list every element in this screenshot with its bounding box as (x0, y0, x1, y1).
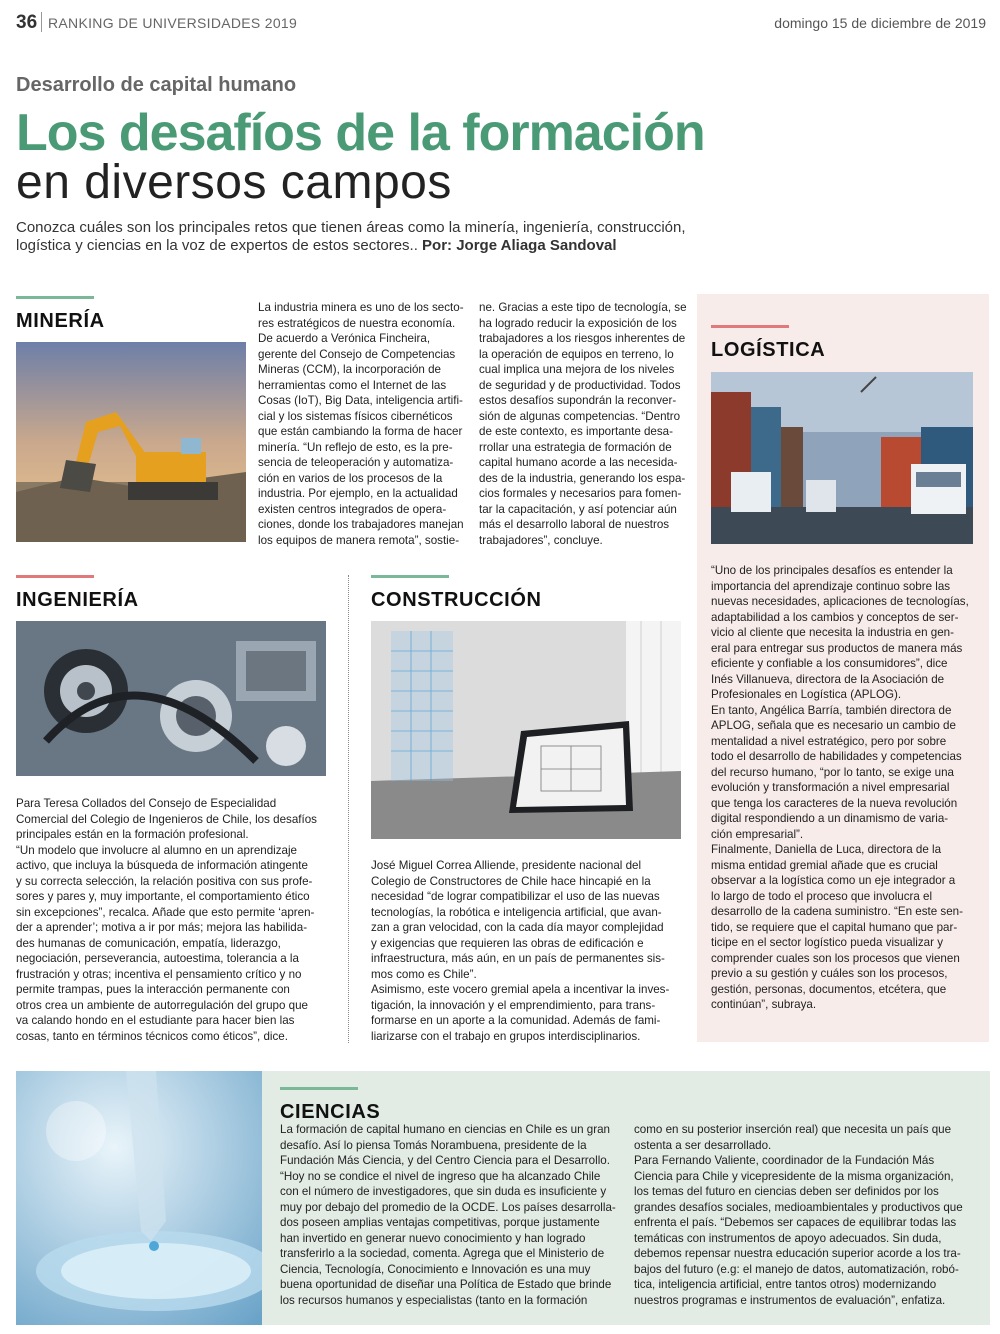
page-number: 36 (16, 12, 38, 33)
text-line: los equipos de manera remota”, sostie- (258, 533, 460, 547)
ciencias-title: CIENCIAS (280, 1101, 381, 1123)
text-line: des humanas de comunicación, empatía, liderazgo, (16, 936, 281, 950)
text-line: cosas, tanto en términos técnicos como éticos”, dice. (16, 1029, 288, 1043)
text-line: han invertido en generar nuevo conocimiento y han logrado (280, 1231, 586, 1245)
text-line: ción empresarial”. (711, 827, 804, 841)
text-line: sores y pares y, muy importante, el comportamiento ético (16, 890, 310, 903)
text-line: negociación, perseverancia, autoestima, tolerancia a la (16, 952, 299, 965)
text-line: enfrenta el país. “Debemos ser capaces de equilibrar todas las (634, 1216, 957, 1229)
text-line: tar la capacitación, y así potenciar aún (479, 502, 677, 516)
text-line: liarizarse con el trabajo en grupos interdisciplinarios. (371, 1029, 641, 1043)
text-line: cios formales y necesarios para fomen- (479, 487, 682, 500)
text-line: importancia del aprendizaje continuo sobre las (711, 579, 951, 593)
text-line: de seguridad y de productividad. Todos (479, 378, 681, 392)
text-line: gerente del Consejo de Competencias (258, 347, 456, 361)
logistica-accent-bar (711, 325, 789, 328)
text-line: ciones, donde los trabajadores manejan (258, 518, 464, 531)
text-line: res estratégicos de nuestra economía. (258, 316, 456, 330)
text-line: ha logrado reducir la exposición de los (479, 316, 677, 330)
ingenieria-accent-bar (16, 575, 94, 578)
headline-line-1: Los desafíos de la formación (16, 104, 705, 162)
lab-petri-dish-image (16, 1071, 262, 1325)
lead-text: Conozca cuáles son los principales retos que tienen áreas como la minería, ingeniería, construcción, logística y ciencias en la voz de expertos de estos sectores.. (16, 219, 686, 254)
headline-line-2: en diversos campos (16, 156, 452, 209)
text-line: ticipe en el sector logístico pueda visualizar y (711, 936, 943, 949)
text-line: adaptabilidad a los cambios y conceptos de ser- (711, 610, 959, 624)
text-line: de este contexto, es importante desa- (479, 425, 673, 438)
text-line: José Miguel Correa Alliende, presidente nacional del (371, 859, 642, 872)
text-line: trabajadores a los riesgos inherentes de (479, 332, 686, 345)
section-name: RANKING DE UNIVERSIDADES 2019 (48, 15, 298, 31)
text-line: muy por debajo del promedio de la OCDE. Los países desarrolla- (280, 1200, 616, 1214)
text-line: y exigencias que requieren las obras de edificación e (371, 936, 644, 950)
text-line: observar a la logística como un eje integrador a (711, 874, 956, 887)
text-line: estos desafíos supondrán la reconver- (479, 394, 677, 407)
text-line: gestión, personas, documentos, etcétera, que (711, 982, 947, 996)
text-line: Asimismo, este vocero gremial apela a incentivar la inves- (371, 983, 670, 996)
text-line: herramientas como el Internet de las (258, 378, 447, 392)
text-line: y su correcta selección, la relación positiva con sus profe- (16, 874, 313, 888)
text-line: existen centros integrados de opera- (258, 502, 447, 516)
text-line: los temas del futuro en ciencias deben ser definidos por los (634, 1185, 939, 1198)
construccion-text (371, 858, 681, 1044)
text-line: tigación, la innovación y el emprendimiento, para trans- (371, 998, 656, 1012)
issue-date: domingo 15 de diciembre de 2019 (774, 15, 986, 31)
text-line: vicio al cliente que necesita la industria en gen- (711, 626, 954, 639)
text-line: desafío. Así lo piensa Tomás Norambuena, presidente de la (280, 1138, 587, 1152)
text-line: digital respondiendo a un dinamismo de varia- (711, 812, 949, 825)
text-line: Para Fernando Valiente, coordinador de la Fundación Más (634, 1154, 935, 1167)
mineria-accent-bar (16, 296, 94, 299)
text-line: mos como es Chile”. (371, 967, 477, 981)
ingenieria-title: INGENIERÍA (16, 589, 139, 611)
lead-paragraph (16, 219, 696, 255)
text-line: permite trampas, pues la interacción permanente con (16, 983, 290, 996)
text-line: trabajadores”, concluye. (479, 533, 603, 547)
excavator-image (16, 342, 246, 542)
text-line: cial y los sistemas físicos cibernéticos (258, 409, 453, 423)
tablet-blueprint-image (371, 621, 681, 839)
text-line: debemos repensar nuestra educación superior acorde a los tra- (634, 1247, 961, 1260)
text-line: sin excepciones”, recalca. Añade que esto permite ‘apren- (16, 905, 315, 919)
text-line: “Un modelo que involucre al alumno en un aprendizaje (16, 843, 298, 857)
text-line: todo el desarrollo de habilidades y competencias (711, 750, 962, 763)
text-line: der a aprender’; motiva a ir por más; mejora las habilida- (16, 921, 308, 934)
text-line: Mineras (CCM), la incorporación de (258, 363, 441, 376)
text-line: minería. “Un reflejo de esto, es la pre- (258, 440, 453, 454)
text-line: continúan”, subraya. (711, 998, 817, 1011)
text-line: rrollar una estrategia de formación de (479, 440, 672, 454)
text-line: los recursos humanos y especialistas (tanto en la formación (280, 1293, 588, 1307)
text-line: La industria minera es uno de los secto- (258, 301, 464, 314)
text-line: Comercial del Colegio de Ingenieros de Chile, los desafíos (16, 812, 317, 826)
text-line: capital humano acorde a las necesida- (479, 456, 678, 469)
text-line: como en su posterior inserción real) que necesita un país que (634, 1123, 952, 1136)
text-line: Ciencia para Chile y vicepresidente de la misma organización, (634, 1169, 954, 1183)
logistica-photo (711, 372, 973, 544)
ingenieria-photo (16, 621, 326, 776)
text-line: misma entidad gremial añade que es crucial (711, 858, 938, 872)
text-line: “Hoy no se condice el nivel de ingreso que ha alcanzado Chile (280, 1169, 601, 1183)
text-line: transferirlo a la sociedad, comenta. Agrega que el Ministerio de (280, 1247, 605, 1260)
construccion-accent-bar (371, 575, 449, 578)
text-line: industria. Por ejemplo, en la actualidad (258, 487, 458, 500)
text-line: bajos del futuro (e.g: el manejo de datos, automatización, robó- (634, 1262, 959, 1276)
text-line: principales están en la formación profesional. (16, 828, 249, 841)
text-line: eficiente y confiable a los consumidores”, dice (711, 657, 948, 670)
text-line: que tenga los caracteres de la nueva revolución (711, 796, 958, 810)
text-line: lo largo de todo el proceso que involucra el (711, 889, 933, 903)
text-line: del recurso humano, “por lo tanto, se exige una (711, 765, 954, 779)
text-line: evolución y transformación a nivel empresarial (711, 781, 950, 794)
text-line: dos poseen amplias ventajas competitivas, porque justamente (280, 1216, 600, 1229)
text-line: Ciencia, Tecnología, Conocimiento e Innovación es una muy (280, 1262, 591, 1276)
text-line: “Uno de los principales desafíos es entender la (711, 564, 953, 577)
text-line: Para Teresa Collados del Consejo de Especialidad (16, 797, 277, 810)
text-line: ne. Gracias a este tipo de tecnología, se (479, 301, 687, 314)
text-line: sencia de teleoperación y automatiza- (258, 456, 454, 469)
text-line: temáticas con instrumentos de apoyo adecuados. Sin duda, (634, 1231, 942, 1245)
text-line: tica, inteligencia artificial, entre tantos otros) modernizando (634, 1278, 937, 1291)
engine-image (16, 621, 326, 776)
text-line: eral para entregar sus productos de manera más (711, 641, 963, 655)
byline: Por: Jorge Aliaga Sandoval (422, 237, 617, 254)
text-line: sión de algunas competencias. “Dentro (479, 409, 681, 423)
mineria-photo (16, 342, 246, 542)
construccion-title: CONSTRUCCIÓN (371, 589, 542, 611)
text-line: Inés Villanueva, directora de la Asociación de (711, 672, 945, 686)
text-line: En tanto, Angélica Barría, también directora de (711, 703, 952, 717)
text-line: La formación de capital humano en ciencias en Chile es un gran (280, 1123, 610, 1136)
text-line: mentalidad a nivel estratégico, pero por sobre (711, 734, 947, 748)
text-line: De acuerdo a Verónica Fincheira, (258, 332, 431, 345)
text-line: Cosas (IoT), Big Data, inteligencia artifi- (258, 394, 463, 407)
text-line: la operación de equipos en terreno, lo (479, 347, 674, 361)
text-line: ostenta a ser desarrollado. (634, 1138, 772, 1152)
mineria-title: MINERÍA (16, 310, 105, 332)
text-line: nuestros programas e instrumentos de evaluación”, enfatiza. (634, 1293, 946, 1307)
construccion-photo (371, 621, 681, 839)
text-line: grandes desafíos sociales, medioambientales y productivos que (634, 1200, 963, 1214)
text-line: tecnologías, la robótica e inteligencia artificial, que avan- (371, 905, 662, 919)
text-line: frustración y otras; incentiva el pensamiento crítico y no (16, 967, 302, 981)
text-line: des de la industria, generando los espa- (479, 471, 686, 485)
text-line: previo a su gestión y cuáles son los procesos, (711, 967, 948, 980)
text-line: APLOG, señala que es necesario un cambio de (711, 719, 956, 732)
text-line: va calando hondo en el estudiante para hacer bien las (16, 1014, 295, 1027)
ciencias-col1 (280, 1122, 622, 1308)
text-line: formarse en un aporte a la comunidad. Además de fami- (371, 1014, 661, 1027)
mineria-col1 (258, 300, 470, 548)
mineria-col2 (479, 300, 691, 548)
text-line: Finalmente, Daniella de Luca, directora de la (711, 843, 942, 856)
text-line: con el número de investigadores, que sin duda es insuficiente y (280, 1185, 607, 1198)
text-line: desarrollo de la cadena suministro. “En este sen- (711, 905, 963, 918)
ciencias-accent-bar (280, 1087, 358, 1090)
text-line: cual implica una mejora de los niveles (479, 363, 675, 376)
text-line: tido, se requiere que el capital humano que par- (711, 920, 958, 934)
text-line: Profesionales en Logística (APLOG). (711, 688, 902, 701)
containers-trucks-image (711, 372, 973, 544)
text-line: activo, que incluya la búsqueda de información atingente (16, 859, 308, 872)
text-line: otros crea un ambiente de autorregulación del grupo que (16, 998, 308, 1012)
text-line: nuevas necesidades, aplicaciones de tecnologías, (711, 595, 969, 608)
text-line: ción en varios de los procesos de la (258, 471, 443, 485)
article-kicker: Desarrollo de capital humano (16, 74, 297, 96)
text-line: Colegio de Constructores de Chile hace hincapié en la (371, 874, 651, 888)
text-line: más el desarrollo laboral de nuestros (479, 518, 670, 531)
column-divider (348, 575, 349, 1043)
text-line: Fundación Más Ciencia, y del Centro Ciencia para el Desarrollo. (280, 1154, 610, 1167)
ciencias-photo (16, 1071, 262, 1325)
logistica-title: LOGÍSTICA (711, 339, 826, 361)
text-line: comprender cuales son los procesos que vienen (711, 951, 960, 965)
text-line: infraestructura, más aún, en un país de permanentes sis- (371, 952, 665, 965)
text-line: zan a gran velocidad, con la cada día mayor complejidad (371, 921, 664, 934)
text-line: necesidad “de lograr compatibilizar el uso de las nuevas (371, 890, 660, 903)
text-line: que están cambiando la forma de hacer (258, 425, 463, 438)
text-line: buena oportunidad de diseñar una Política de Estado que brinde (280, 1278, 612, 1291)
header-divider (41, 12, 42, 32)
ingenieria-text (16, 796, 332, 1044)
logistica-text (711, 563, 983, 1013)
ciencias-col2 (634, 1122, 984, 1308)
